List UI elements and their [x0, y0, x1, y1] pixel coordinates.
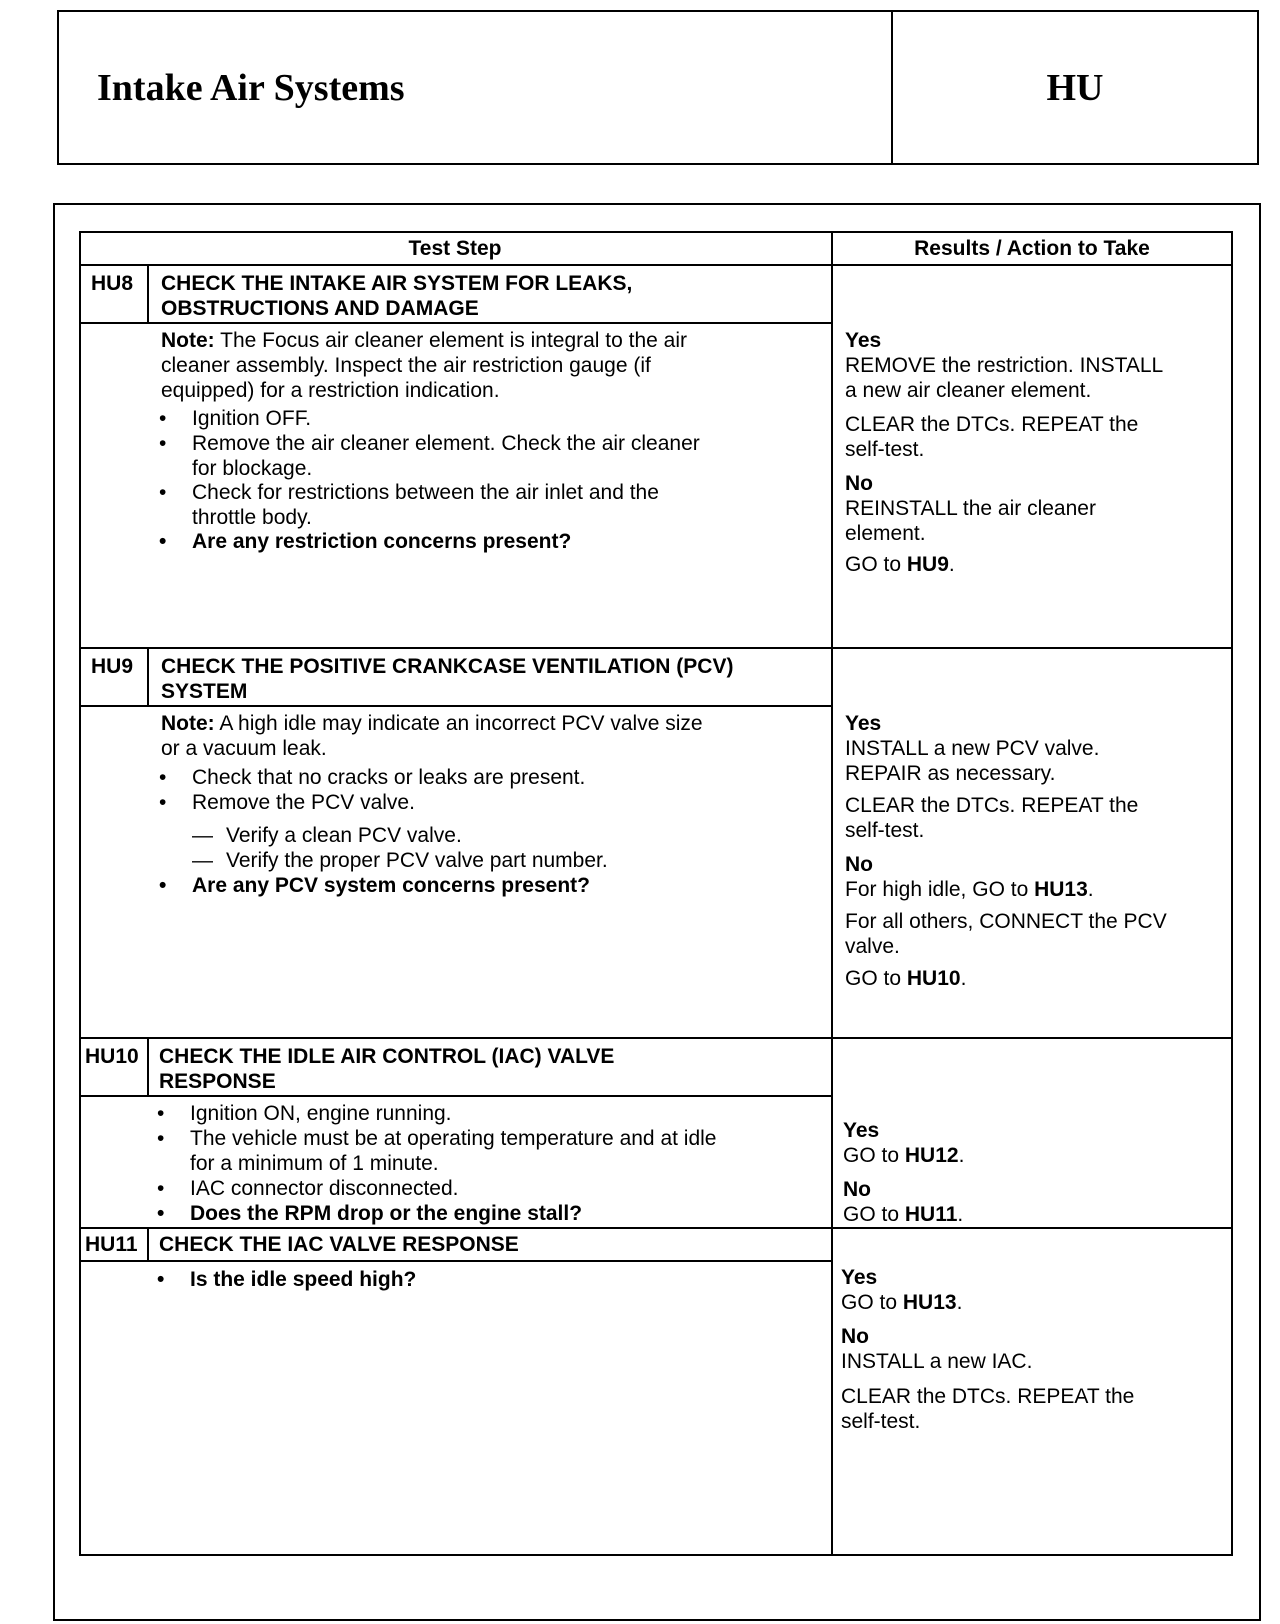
header-box [57, 10, 1259, 165]
goto-link[interactable]: HU13 [1034, 878, 1088, 901]
step-results: Yes INSTALL a new PCV valve. REPAIR as necessary. CLEAR the DTCs. REPEAT the self-test. No For high idle, GO to HU13. For all others, CONNECT the PCV valve. GO to HU10. [845, 712, 1167, 990]
step-code: HU8 [91, 272, 134, 295]
diagnostic-table: Test Step Results / Action to Take HU8 CHECK THE INTAKE AIR SYSTEM FOR LEAKS, OBSTRUCTIONS AND DAMAGE Note: The Focus air cleaner element is integral to the air cleaner assembly. Inspect the air restriction gauge (if equipped) for a restriction indication. • Ignition OFF. • Remove the air cleaner element. Check the air cleaner for blockage. • Check for restrictions between the air inlet and the throttle body. • Are any restriction concerns present? Yes REMOVE the restriction. INSTALL a new air cleaner element. CLEAR the DTCs. REPEAT the self-test. No REINSTALL the air cleaner element. GO to HU9. HU9 CHECK THE POSITIVE CRANKCASE VENTILATION (PCV) SYSTEM Note: A high idle may indicate an incorrect PCV valve size or a vacuum leak. • Check that no cracks or leaks are present. • Remove the PCV valve. — Verify a clean PCV valve. — Verify the proper PCV valve part number. • Are any PCV system concerns present? Yes INSTALL a new PCV valve. REPAIR as necessary. CLEAR the DTCs. REPEAT the self-test. No For high idle, GO to HU13. For all others, CONNECT the PCV valve. GO to HU10. HU10 CHECK THE IDLE AIR CONTROL (IAC) VALVE RESPONSE • Ignition ON, engine running. • The vehicle must be at operating temperature and at idle for a minimum of 1 minute. • IAC connector disconnected. • Does the RPM drop or the engine stall? Yes GO to HU12. No GO to HU11. HU11 CHECK THE IAC VALVE RESPONSE • Is the idle speed high? Yes GO to HU13. No INSTALL a new IAC. CLEAR the DTCs. REPEAT the self-test. [79, 231, 1233, 1556]
goto-link[interactable]: HU12 [904, 1144, 959, 1167]
step-results: Yes GO to HU13. No INSTALL a new IAC. CLEAR the DTCs. REPEAT the self-test. [841, 1266, 1135, 1433]
step-title: CHECK THE POSITIVE CRANKCASE VENTILATION (PCV) SYSTEM [161, 655, 734, 703]
goto-link[interactable]: HU13 [902, 1291, 957, 1314]
step-title: CHECK THE IDLE AIR CONTROL (IAC) VALVE RESPONSE [159, 1045, 615, 1093]
step-note: Note: A high idle may indicate an incorrect PCV valve size or a vacuum leak. [161, 712, 703, 760]
step-code: HU11 [85, 1233, 138, 1256]
step-code: HU10 [85, 1045, 139, 1068]
goto-link[interactable]: HU11 [904, 1203, 958, 1226]
section-code: HU [891, 12, 1257, 163]
goto-link[interactable]: HU10 [906, 967, 961, 990]
goto-link[interactable]: HU9 [906, 553, 949, 576]
step-note: Note: The Focus air cleaner element is integral to the air cleaner assembly. Inspect the air restriction gauge (if equipped) for a restriction indication. [161, 329, 688, 402]
column-header-results: Results / Action to Take [914, 237, 1150, 260]
step-code: HU9 [91, 655, 134, 678]
column-header-test-step: Test Step [408, 237, 502, 260]
step-results: Yes GO to HU12. No GO to HU11. [843, 1119, 965, 1226]
page-title: Intake Air Systems [97, 66, 405, 109]
step-title: CHECK THE INTAKE AIR SYSTEM FOR LEAKS, OBSTRUCTIONS AND DAMAGE [161, 272, 633, 320]
step-title: CHECK THE IAC VALVE RESPONSE [159, 1233, 519, 1256]
step-results: Yes REMOVE the restriction. INSTALL a new air cleaner element. CLEAR the DTCs. REPEAT the self-test. No REINSTALL the air cleaner element. GO to HU9. [845, 329, 1164, 576]
